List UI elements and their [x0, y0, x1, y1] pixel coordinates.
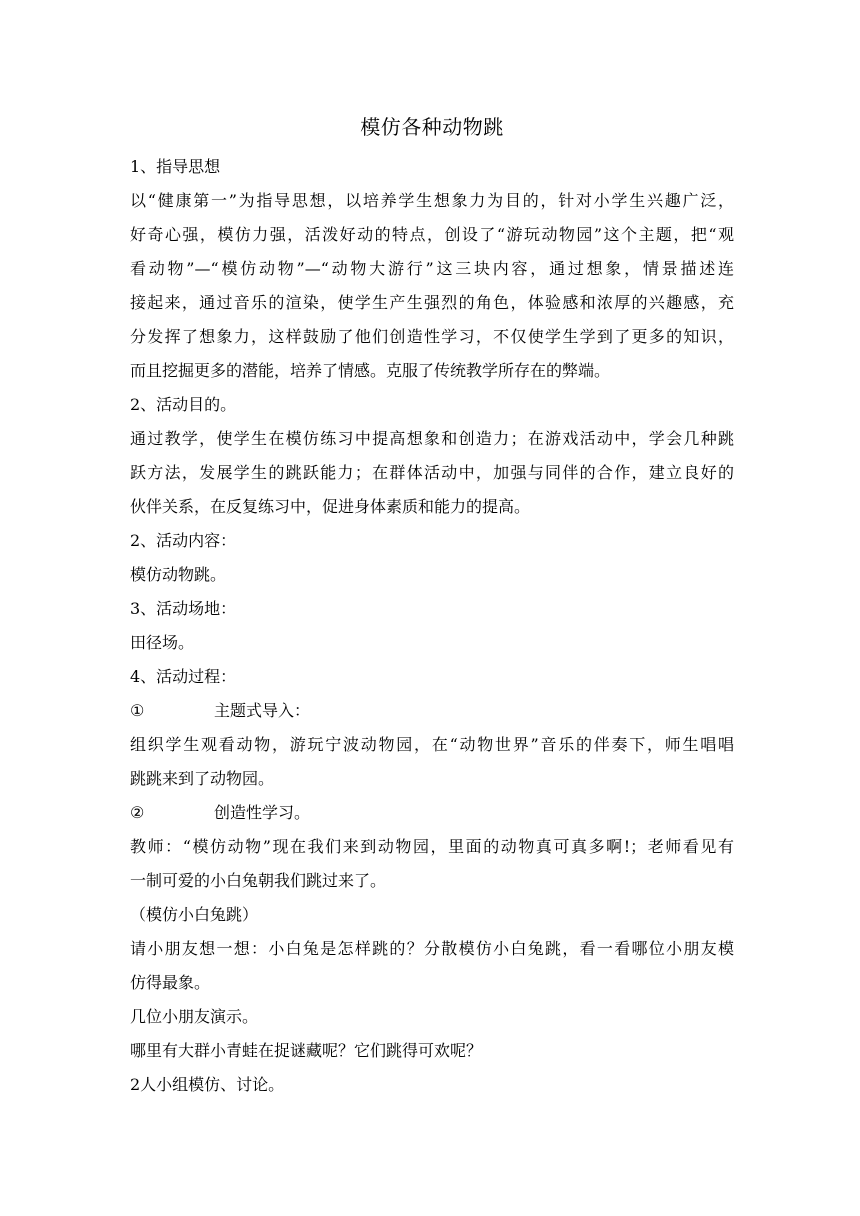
section-heading-process: 4、活动过程： [130, 667, 237, 686]
paragraph-line: 田径场。 [130, 633, 195, 652]
section-heading-content: 2、活动内容： [130, 531, 237, 550]
paragraph-line: 一制可爱的小白兔朝我们跳过来了。 [130, 871, 387, 890]
paragraph-line: 几位小朋友演示。 [130, 1007, 259, 1026]
paragraph-line: 组织学生观看动物，游玩宁波动物园，在“动物世界”音乐的伴奏下，师生唱唱 [130, 735, 734, 754]
paragraph-line: 仿得最象。 [130, 973, 211, 992]
paragraph-line: 哪里有大群小青蛙在捉谜藏呢？它们跳得可欢呢？ [130, 1041, 483, 1060]
paragraph-line: 接起来，通过音乐的渲染，使学生产生强烈的角色，体验感和浓厚的兴趣感，充 [130, 293, 734, 312]
document-title: 模仿各种动物跳 [360, 115, 504, 139]
paragraph-line: 看动物”—“模仿动物”—“动物大游行”这三块内容，通过想象，情景描述连 [130, 259, 734, 278]
paragraph-line: 跳跳来到了动物园。 [130, 769, 275, 788]
paragraph-line: 2人小组模仿、讨论。 [130, 1075, 285, 1094]
list-item-intro [130, 694, 734, 728]
paragraph-line: 通过教学，使学生在模仿练习中提高想象和创造力；在游戏活动中，学会几种跳 [130, 429, 734, 448]
document-body [130, 112, 734, 1102]
list-item-label: 主题式导入： [214, 701, 311, 720]
list-item-creative [130, 796, 734, 830]
paragraph-line: 以“健康第一”为指导思想，以培养学生想象力为目的，针对小学生兴趣广泛， [130, 191, 734, 210]
paragraph-line: 请小朋友想一想：小白兔是怎样跳的？分散模仿小白兔跳，看一看哪位小朋友模 [130, 939, 734, 958]
list-marker: ② [130, 803, 145, 822]
paragraph-line: 好奇心强，模仿力强，活泼好动的特点，创设了“游玩动物园”这个主题，把“观 [130, 225, 734, 244]
paragraph-line: 分发挥了想象力，这样鼓励了他们创造性学习，不仅使学生学到了更多的知识， [130, 327, 734, 346]
section-heading-venue: 3、活动场地： [130, 599, 237, 618]
section-heading-objectives: 2、活动目的。 [130, 395, 237, 414]
section-heading-guiding-idea: 1、指导思想 [130, 157, 221, 176]
list-item-label: 创造性学习。 [214, 803, 311, 822]
paragraph-line: 伙伴关系，在反复练习中，促进身体素质和能力的提高。 [130, 497, 531, 516]
paragraph-line: 模仿动物跳。 [130, 565, 227, 584]
paragraph-line: 教师：“模仿动物”现在我们来到动物园，里面的动物真可真多啊!；老师看见有 [130, 837, 734, 856]
paragraph-line: 跃方法，发展学生的跳跃能力；在群体活动中，加强与同伴的合作，建立良好的 [130, 463, 734, 482]
list-marker: ① [130, 701, 145, 720]
paragraph-line: （模仿小白兔跳） [130, 905, 259, 924]
paragraph-line: 而且挖掘更多的潜能，培养了情感。克服了传统教学所存在的弊端。 [130, 361, 611, 380]
